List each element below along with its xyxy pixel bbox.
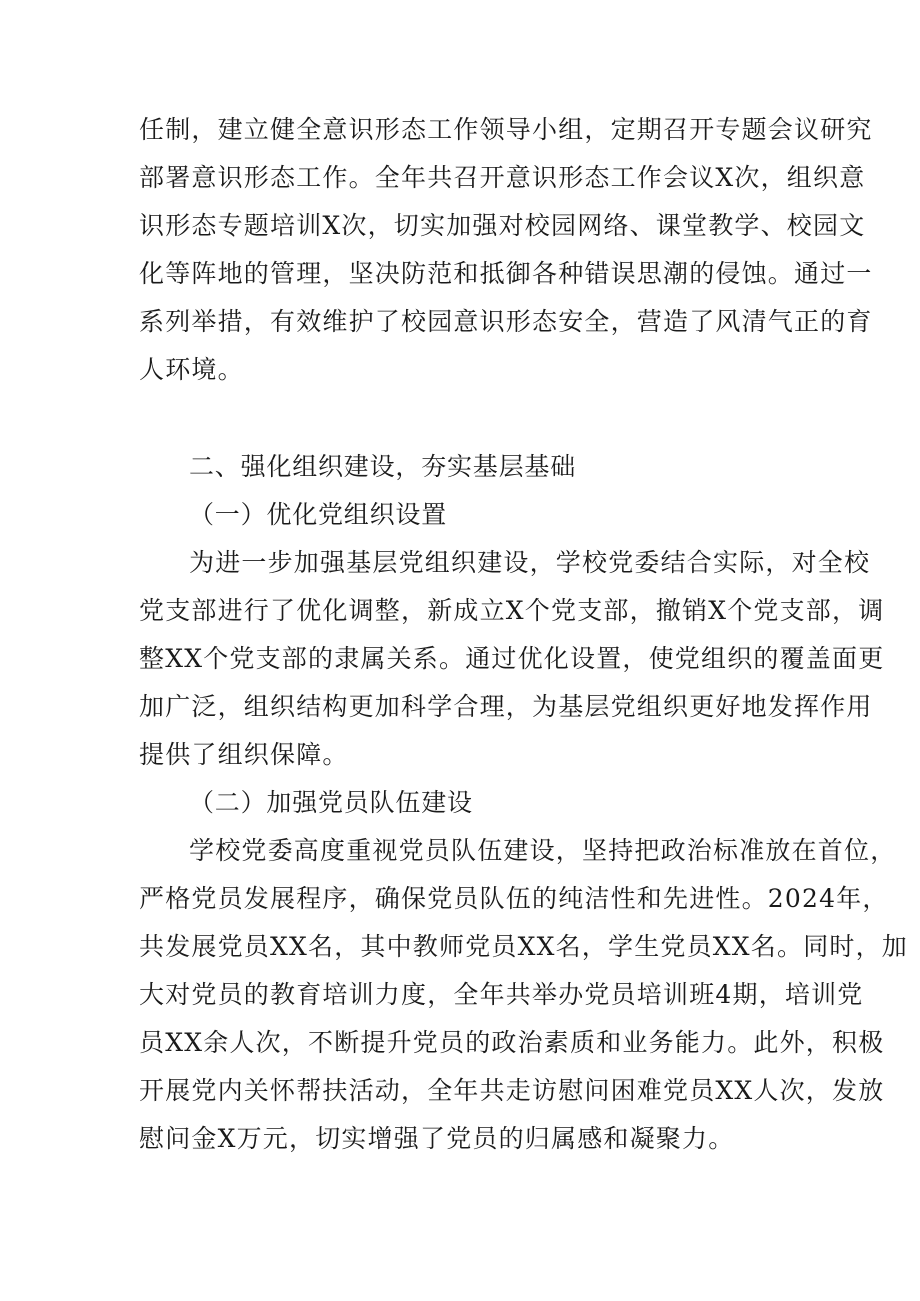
sub2-line-7: 慰问金X万元，切实增强了党员的归属感和凝聚力。 [139,1124,735,1153]
sub2-line-2: 严格党员发展程序，确保党员队伍的纯洁性和先进性。2024年， [139,884,889,913]
sub1-line-5: 提供了组织保障。 [139,740,349,769]
para1-line-1: 任制，建立健全意识形态工作领导小组，定期召开专题会议研究 [139,115,873,144]
sub2-line-4: 大对党员的教育培训力度，全年共举办党员培训班4期，培训党 [139,980,864,1009]
subsection-heading-2: （二）加强党员队伍建设 [189,788,473,817]
sub2-line-5: 员XX余人次，不断提升党员的政治素质和业务能力。此外，积极 [139,1028,885,1057]
sub1-line-2: 党支部进行了优化调整，新成立X个党支部，撤销X个党支部，调 [139,596,885,625]
para1-line-4: 化等阵地的管理，坚决防范和抵御各种错误思潮的侵蚀。通过一 [139,259,873,288]
para1-line-3: 识形态专题培训X次，切实加强对校园网络、课堂教学、校园文 [139,211,866,240]
sub2-line-3: 共发展党员XX名，其中教师党员XX名，学生党员XX名。同时，加 [139,932,908,961]
sub1-line-4: 加广泛，组织结构更加科学合理，为基层党组织更好地发挥作用 [139,692,873,721]
para1-line-2: 部署意识形态工作。全年共召开意识形态工作会议X次，组织意 [139,163,866,192]
sub1-line-1: 为进一步加强基层党组织建设，学校党委结合实际，对全校 [189,548,871,577]
para1-line-5: 系列举措，有效维护了校园意识形态安全，营造了风清气正的育 [139,307,873,336]
para1-line-6: 人环境。 [139,355,244,384]
section-heading: 二、强化组织建设，夯实基层基础 [189,452,577,481]
subsection-heading-1: （一）优化党组织设置 [189,500,448,529]
sub1-line-3: 整XX个党支部的隶属关系。通过优化设置，使党组织的覆盖面更 [139,644,885,673]
sub2-line-6: 开展党内关怀帮扶活动，全年共走访慰问困难党员XX人次，发放 [139,1076,885,1105]
sub2-line-1: 学校党委高度重视党员队伍建设，坚持把政治标准放在首位， [189,836,897,865]
